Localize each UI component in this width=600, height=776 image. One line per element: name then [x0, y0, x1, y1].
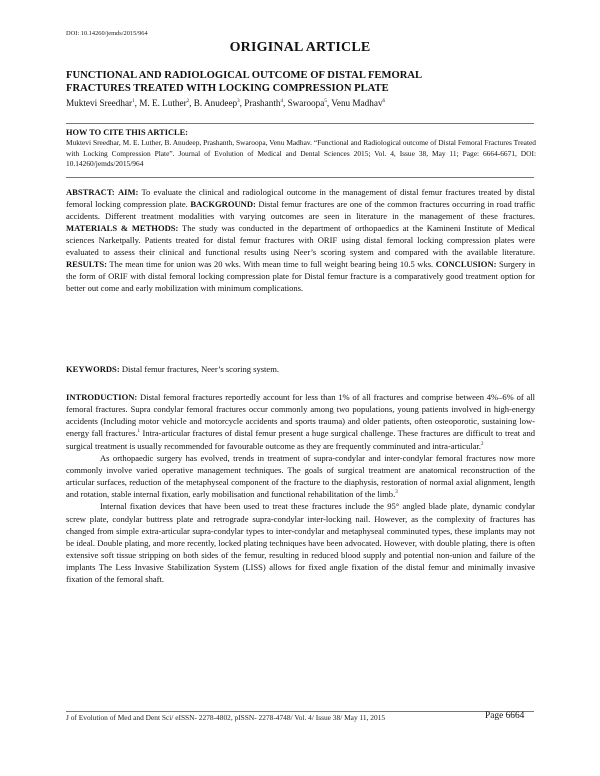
conclusion-label: CONCLUSION:: [435, 259, 497, 269]
keywords-label: KEYWORDS:: [66, 364, 120, 374]
abstract-label: ABSTRACT:: [66, 187, 115, 197]
cite-heading: HOW TO CITE THIS ARTICLE:: [66, 128, 188, 137]
results-label: RESULTS:: [66, 259, 108, 269]
paragraph: As orthopaedic surgery has evolved, trends in treatment of supra-condylar and inter-condylar femoral fractures now more commonly involve varied operative management techniques. The goals of surgical treatment are anatomical reconstruction of the articular surfaces, reduction of the metaphyseal component of the fracture to the diaphysis, restoration of normal axial alignment, length and rotation, stable internal fixation, early mobilisation and functional rehabilitation of the limb.$^3$: [66, 452, 535, 500]
title-line-2: FRACTURES TREATED WITH LOCKING COMPRESSION PLATE: [66, 83, 389, 94]
paragraph: Internal fixation devices that have been used to treat these fractures include the 95° angled blade plate, dynamic condylar screw plate, condylar buttress plate and retrograde supra-condylar inter-locking nail. However, as the complexity of fractures has changed from simple extra-articular supra-condylar types to inter-condylar and metaphyseal comminuted types, these implants may not be ideal. Double plating, and more recently, locked plating techniques have been advocated. However, with double plating, there is often extensive soft tissue stripping on both sides of the femur, resulting in reduced blood supply and potential non-union and failure of the implants The Less Invasive Stabilization System (LISS) allows for fixed angle fixation of the distal femur and minimally invasive fixation of the femoral shaft.: [66, 501, 535, 585]
author: Venu Madhav$^6$: [331, 98, 386, 108]
author: Swaroopa$^5$: [287, 98, 327, 108]
reference-marker: 2: [480, 441, 484, 447]
divider-top: [66, 123, 534, 124]
aim-text: To evaluate the clinical and radiological outcome in the management of distal femur fractures treated by distal femoral locking compression plate.: [66, 187, 536, 209]
article-title: [66, 69, 536, 95]
introduction-label: INTRODUCTION:: [66, 392, 138, 402]
keywords-text: Distal femur fractures, Neer’s scoring system.: [121, 364, 280, 374]
methods-label: MATERIALS & METHODS:: [66, 223, 179, 233]
cite-text: Muktevi Sreedhar, M. E. Luther, B. Anudeep, Prashanth, Swaroopa, Venu Madhav. “Functional and Radiological outcome of Distal Femoral Fractures Treated with Locking Compression Plate”. Journal of Evolution of Medical and Dental Sciences 2015; Vol. 4, Issue 38, May 11; Page: 6664-6671, DOI: 10.14260/jemds/2015/964: [66, 138, 536, 169]
results-text: The mean time for union was 20 wks. With mean time to full weight bearing being 10.5 wks.: [109, 259, 434, 269]
background-text: Distal femur fractures are one of the common fractures occurring in road traffic accidents. Different treatment modalities with varying outcomes are seen in literature in the management of these fractures.: [66, 199, 536, 221]
background-label: BACKGROUND:: [190, 199, 256, 209]
article-body: [66, 391, 535, 586]
methods-text: The study was conducted in the department of orthopaedics at the Kamineni Institute of Medical sciences Narketpally. Patients treated for distal femur fractures with ORIF using distal femoral locking compression plates were evaluated to assess their clinical and functional results using Neer’s scoring system and compared with the available literature.: [66, 223, 535, 257]
abstract: [66, 186, 535, 294]
article-type-heading: ORIGINAL ARTICLE: [229, 40, 371, 55]
author: B. Anudeep$^3$: [193, 98, 240, 108]
keywords: [66, 364, 535, 374]
page-number: Page 6664: [485, 711, 525, 721]
author: Muktevi Sreedhar$^1$: [66, 98, 135, 108]
reference-marker: 1: [137, 429, 141, 435]
aim-label: AIM:: [117, 187, 139, 197]
title-line-1: FUNCTIONAL AND RADIOLOGICAL OUTCOME OF DISTAL FEMORAL: [66, 70, 423, 81]
author: M. E. Luther$^2$: [139, 98, 190, 108]
author-list: Muktevi Sreedhar$^1$, M. E. Luther$^2$, B. Anudeep$^3$, Prashanth$^4$, Swaroopa$^5$, Venu Madhav$^6$: [66, 98, 386, 108]
conclusion-text: Surgery in the form of ORIF with distal femoral locking compression plate for Distal femur fracture is a comparatively good treatment option for better out come and early mobilization with minimum complications.: [66, 259, 536, 293]
footer-divider: [66, 711, 534, 712]
doi-header: DOI: 10.14260/jemds/2015/964: [66, 30, 148, 37]
author: Prashanth$^4$: [244, 98, 283, 108]
reference-marker: 3: [395, 490, 398, 496]
paragraph: INTRODUCTION: Distal femoral fractures reportedly account for less than 1% of all fractures and comprise between 4%–6% of all femoral fractures. Supra condylar femoral fractures occur commonly among two populations, young patients involved in high-energy accidents (Including motor vehicle and motorcycle accidents and sports trauma) and older patients, often osteoporotic, sustaining low-energy fall fractures.$^1$ Intra-articular fractures of distal femur present a huge surgical challenge. These fractures are difficult to treat and surgical treatment is usually recommended for favourable outcome as they are frequently comminuted and intra-articular.$^2$: [66, 392, 535, 451]
divider-cite: [66, 177, 534, 178]
footer-journal-info: J of Evolution of Med and Dent Sci/ eISSN- 2278-4802, pISSN- 2278-4748/ Vol. 4/ Issue 38/ May 11, 2015: [66, 713, 386, 722]
